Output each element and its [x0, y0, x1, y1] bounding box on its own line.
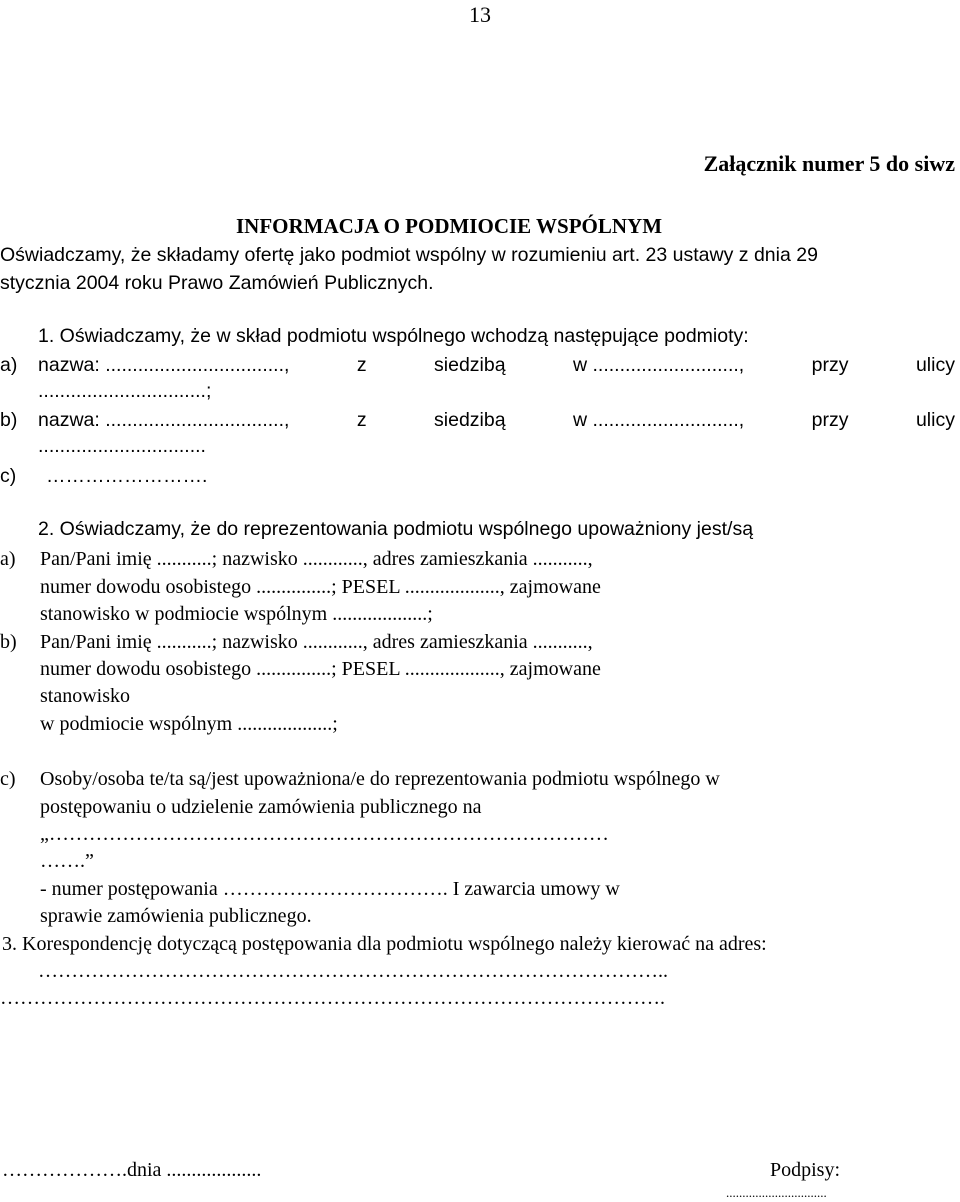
section-1-b-continuation: ............................... — [38, 435, 206, 457]
section-1-c-text: ……………………. — [46, 465, 208, 487]
section-1-b-word: przy — [811, 409, 849, 431]
annex-title: Załącznik numer 5 do siwz — [703, 151, 955, 176]
section-1-b-word: siedzibą — [434, 409, 506, 431]
section-3-address-line-2: ………………………………………………………………………………………. — [0, 987, 665, 1009]
section-1-b-line — [38, 411, 955, 431]
section-2-b-label: b) — [0, 631, 17, 653]
section-1-a-word: nazwa: ................................., — [38, 354, 290, 376]
section-2-b-line-3: stanowisko — [40, 685, 130, 707]
section-1-b-word: ulicy — [915, 409, 955, 431]
document-heading: INFORMACJA O PODMIOCIE WSPÓLNYM — [236, 214, 663, 238]
intro-line-1: Oświadczamy, że składamy ofertę jako podmiot wspólny w rozumieniu art. 23 ustawy z dnia 29 — [0, 244, 818, 266]
section-2-c-line-5: - numer postępowania ……………………………. I zawarcia umowy w — [40, 878, 620, 900]
section-2-a-label: a) — [0, 548, 16, 570]
section-1-a-continuation: ...............................; — [38, 380, 212, 402]
section-1-heading: 1. Oświadczamy, że w skład podmiotu wspólnego wchodzą następujące podmioty: — [38, 325, 749, 347]
section-2-c-line-1: Osoby/osoba te/ta są/jest upoważniona/e do reprezentowania podmiotu wspólnego w — [40, 768, 720, 790]
section-2-c-line-6: sprawie zamówienia publicznego. — [40, 905, 312, 927]
section-1-a-label: a) — [0, 354, 18, 376]
section-1-b-label: b) — [0, 409, 18, 431]
section-2-c-line-3: „………………………………………………………………………… — [40, 823, 609, 845]
section-3-heading: 3. Korespondencję dotyczącą postępowania dla podmiotu wspólnego należy kierować na adres: — [2, 933, 767, 955]
section-2-a-line-3: stanowisko w podmiocie wspólnym ...................; — [40, 603, 433, 625]
section-2-c-line-4: …….” — [40, 850, 94, 872]
section-2-c-label: c) — [0, 768, 16, 790]
section-1-a-word: siedzibą — [434, 354, 506, 376]
section-1-b-word: w ..........................., — [573, 409, 745, 431]
section-1-a-line — [38, 356, 955, 376]
section-1-c-label: c) — [0, 465, 17, 487]
section-2-b-line-4: w podmiocie wspólnym ...................; — [40, 713, 338, 735]
section-2-heading: 2. Oświadczamy, że do reprezentowania podmiotu wspólnego upoważniony jest/są — [38, 518, 754, 540]
section-2-a-line-1: Pan/Pani imię ...........; nazwisko ............, adres zamieszkania ..........., — [40, 548, 593, 570]
section-2-b-line-2: numer dowodu osobistego ...............; PESEL ..................., zajmowane — [40, 658, 601, 680]
section-2-c-line-2: postępowaniu o udzielenie zamówienia publicznego na — [40, 796, 482, 818]
signature-label: Podpisy: — [770, 1159, 841, 1181]
date-field: ……………….dnia ................... — [2, 1159, 262, 1181]
section-2-a-line-2: numer dowodu osobistego ...............; PESEL ..................., zajmowane — [40, 576, 601, 598]
section-1-a-word: w ..........................., — [573, 354, 745, 376]
section-3-address-line-1: ………………………………………………………………………………….. — [38, 960, 668, 982]
section-1-a-word: z — [356, 354, 367, 376]
section-1-a-word: ulicy — [915, 354, 955, 376]
page-number: 13 — [469, 2, 491, 27]
section-1-a-word: przy — [811, 354, 849, 376]
section-1-b-word: nazwa: ................................., — [38, 409, 290, 431]
signature-line: ............................... — [726, 1185, 827, 1200]
section-2-b-line-1: Pan/Pani imię ...........; nazwisko ............, adres zamieszkania ..........., — [40, 631, 593, 653]
intro-line-2: stycznia 2004 roku Prawo Zamówień Publicznych. — [0, 272, 434, 294]
section-1-b-word: z — [356, 409, 367, 431]
